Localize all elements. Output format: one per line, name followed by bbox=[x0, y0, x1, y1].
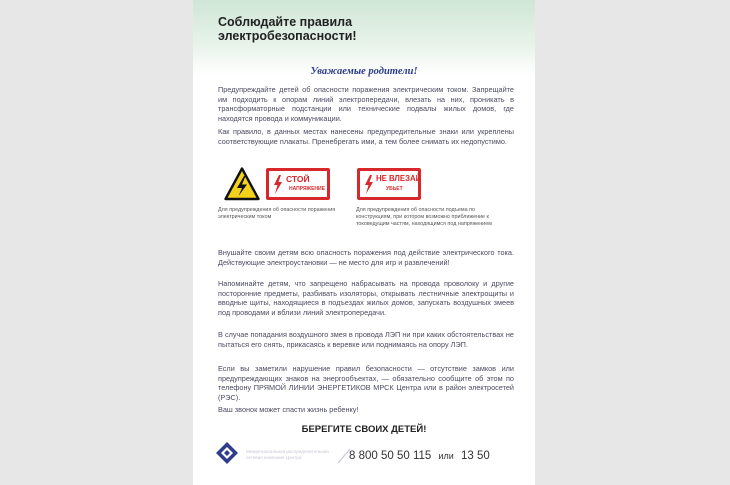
hotline-phone bbox=[349, 450, 490, 462]
stop-sign-label: СТОЙ bbox=[286, 174, 310, 184]
high-voltage-triangle-icon bbox=[224, 167, 260, 201]
greeting-heading: Уважаемые родители! bbox=[310, 66, 418, 77]
organization-name: Межрегиональная распределительная сетевая компания Центра bbox=[246, 449, 329, 460]
paragraph-signs: Как правило, в данных местах нанесены предупредительные знаки или укреплены соответствующие плакаты. Пренебрегать ими, а тем более снимать их недопустимо. bbox=[218, 127, 514, 146]
title-line-1: Соблюдайте правила bbox=[218, 15, 353, 29]
call-to-action: БЕРЕГИТЕ СВОИХ ДЕТЕЙ! bbox=[301, 424, 427, 435]
phone-short-number: 13 50 bbox=[461, 450, 490, 462]
phone-or-word: или bbox=[438, 451, 454, 461]
climb-sign-label: НЕ ВЛЕЗАЙ bbox=[376, 174, 422, 183]
paragraph-warn-children: Предупреждайте детей об опасности поражения электрическим током. Запрещайте им подходить к опорам линий электропередачи, влезать на них, проникать в трансформаторные подстанции или технические подвалы жилых домов, где находятся провода и коммуникации. bbox=[218, 85, 514, 123]
page-title bbox=[218, 15, 478, 43]
lightning-bolt-icon bbox=[273, 175, 283, 194]
paragraph-danger: Внушайте своим детям всю опасность поражения под действие электрического тока. Действующие электроустановки — не место для игр и развлечений! bbox=[218, 248, 514, 267]
lightning-bolt-icon bbox=[364, 175, 374, 194]
climb-sign-sublabel: УБЬЕТ bbox=[386, 186, 403, 192]
paragraph-kite: В случае попадания воздушного змея в провода ЛЭП ни при каких обстоятельствах не пытаться его снять, прикасаясь к веревке или поднимаясь на опору ЛЭП. bbox=[218, 330, 514, 349]
caption-right-sign: Для предупреждения об опасности подъема по конструкциям, при котором возможно приближение к токоведущим частям, находящимся под напряжением bbox=[356, 207, 492, 227]
phone-main-number: 8 800 50 50 115 bbox=[349, 450, 432, 462]
paragraph-save-life: Ваш звонок может спасти жизнь ребенку! bbox=[218, 405, 359, 414]
diamond-logo-icon bbox=[215, 441, 239, 465]
caption-left-signs: Для предупреждения об опасности поражения электрическим током bbox=[218, 207, 336, 220]
leaflet-page bbox=[193, 0, 535, 485]
stop-voltage-sign bbox=[266, 168, 330, 200]
paragraph-remind: Напоминайте детям, что запрещено набрасывать на провода проволоку и другие посторонние предметы, разбивать изоляторы, открывать лестничные электрощиты и вводные щиты, находящиеся в подъездах жилых домов, запускать воздушных змеев под проводами и вблизи линий электропередачи. bbox=[218, 279, 514, 317]
title-line-2: электробезопасности! bbox=[218, 29, 357, 43]
stop-sign-sublabel: НАПРЯЖЕНИЕ bbox=[289, 186, 325, 192]
paragraph-report: Если вы заметили нарушение правил безопасности — отсутствие замков или предупреждающих знаков на энергообъектах, — обязательно сообщите об этом по телефону ПРЯМОЙ ЛИНИИ ЭНЕРГЕТИКОВ МРСК Центра или в район электросетей (РЭС). bbox=[218, 364, 514, 402]
do-not-climb-sign bbox=[357, 168, 421, 200]
